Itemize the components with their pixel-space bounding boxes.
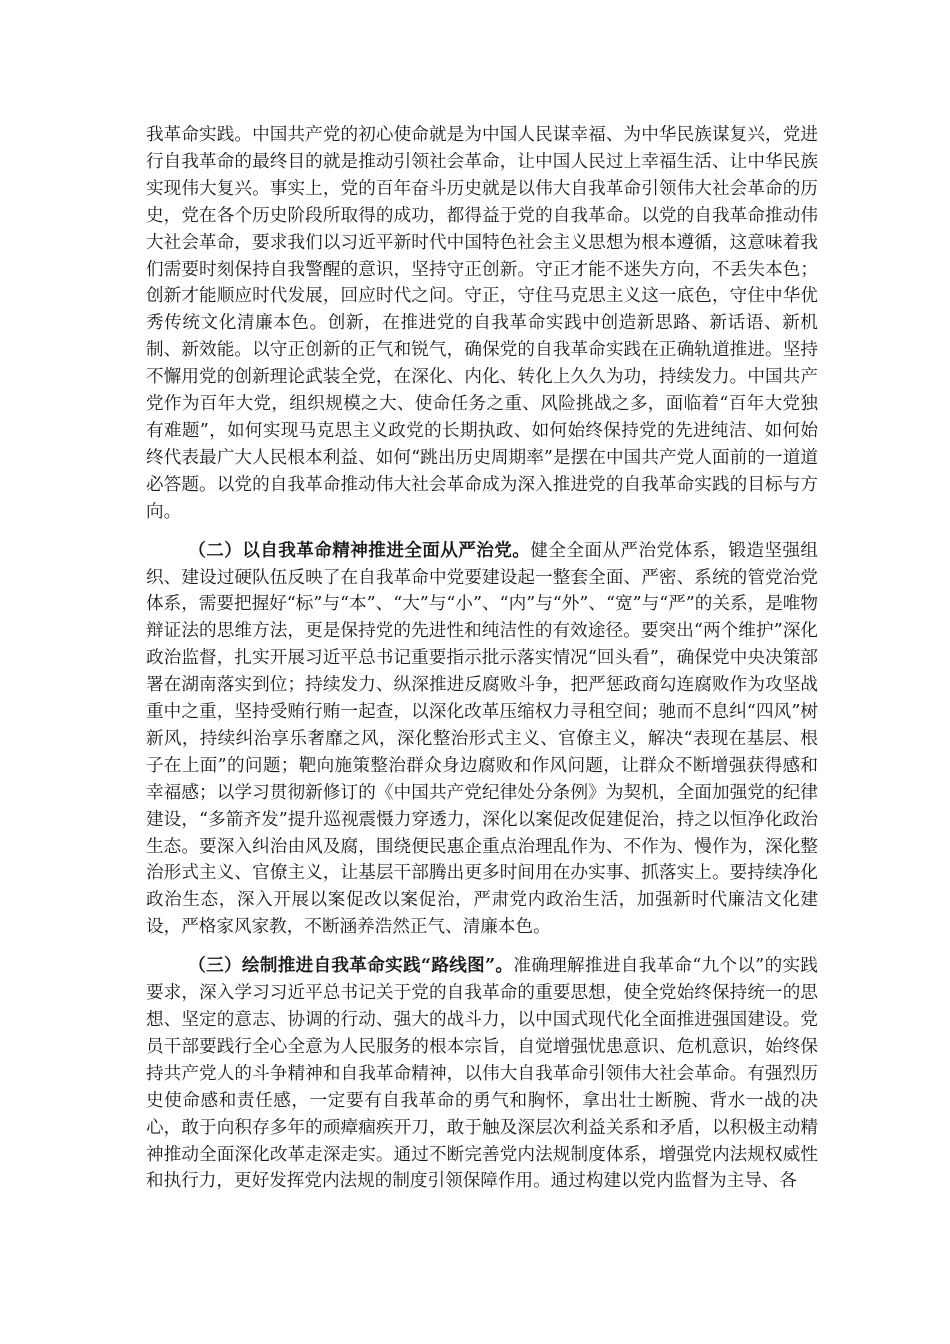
paragraph-section-two <box>146 538 818 942</box>
paragraph-text: 我革命实践。中国共产党的初心使命就是为中国人民谋幸福、为中华民族谋复兴，党进行自我革命的最终目的就是推动引领社会革命，让中国人民过上幸福生活、让中华民族实现伟大复兴。事实上，党的百年奋斗历史就是以伟大自我革命引领伟大社会革命的历史，党在各个历史阶段所取得的成功，都得益于党的自我革命。以党的自我革命推动伟大社会革命，要求我们以习近平新时代中国特色社会主义思想为根本遵循，这意味着我们需要时刻保持自我警醒的意识，坚持守正创新。守正才能不迷失方向，不丢失本色；创新才能顺应时代发展，回应时代之问。守正，守住马克思主义这一底色，守住中华优秀传统文化清廉本色。创新，在推进党的自我革命实践中创造新思路、新话语、新机制、新效能。以守正创新的正气和锐气，确保党的自我革命实践在正确轨道推进。坚持不懈用党的创新理论武装全党，在深化、内化、转化上久久为功，持续发力。中国共产党作为百年大党，组织规模之大、使命任务之重、风险挑战之多，面临着“百年大党独有难题”，如何实现马克思主义政党的长期执政、如何始终保持党的先进纯洁、如何始终代表最广大人民根本利益、如何“跳出历史周期率”是摆在中国共产党人面前的一道道必答题。以党的自我革命推动伟大社会革命成为深入推进党的自我革命实践的目标与方向。 <box>146 125 818 522</box>
section-heading: （三）绘制推进自我革命实践“路线图”。 <box>188 955 514 977</box>
section-heading: （二）以自我革命精神推进全面从严治党。 <box>188 539 531 561</box>
document-body <box>146 122 818 1195</box>
paragraph-section-three <box>146 953 818 1195</box>
paragraph-text: 准确理解推进自我革命“九个以”的实践要求，深入学习习近平总书记关于党的自我革命的重要思想，使全党始终保持统一的思想、坚定的意志、协调的行动、强大的战斗力，以中国式现代化全面推进强国建设。党员干部要践行全心全意为人民服务的根本宗旨，自觉增强忧患意识、危机意识，始终保持共产党人的斗争精神和自我革命精神，以伟大自我革命引领伟大社会革命。有强烈历史使命感和责任感，一定要有自我革命的勇气和胸怀，拿出壮士断腕、背水一战的决心，敢于向积存多年的顽瘴痼疾开刀，敢于触及深层次利益关系和矛盾，以积极主动精神推动全面深化改革走深走实。通过不断完善党内法规制度体系，增强党内法规权威性和执行力，更好发挥党内法规的制度引领保障作用。通过构建以党内监督为主导、各 <box>146 956 818 1192</box>
paragraph-continuation <box>146 122 818 526</box>
paragraph-text: 健全全面从严治党体系，锻造坚强组织、建设过硬队伍反映了在自我革命中党要建设起一整套全面、严密、系统的管党治党体系，需要把握好“标”与“本”、“大”与“小”、“内”与“外”、“宽”与“严”的关系，是唯物辩证法的思维方法，更是保持党的先进性和纯洁性的有效途径。要突出“两个维护”深化政治监督，扎实开展习近平总书记重要指示批示落实情况“回头看”，确保党中央决策部署在湖南落实到位；持续发力、纵深推进反腐败斗争，把严惩政商勾连腐败作为攻坚战重中之重，坚持受贿行贿一起查，以深化改革压缩权力寻租空间；驰而不息纠“四风”树新风，持续纠治享乐奢靡之风，深化整治形式主义、官僚主义，解决“表现在基层、根子在上面”的问题；靶向施策整治群众身边腐败和作风问题，让群众不断增强获得感和幸福感；以学习贯彻新修订的《中国共产党纪律处分条例》为契机，全面加强党的纪律建设，“多箭齐发”提升巡视震慑力穿透力，深化以案促改促建促治，持之以恒净化政治生态。要深入纠治由风及腐，围绕便民惠企重点治理乱作为、不作为、慢作为，深化整治形式主义、官僚主义，让基层干部腾出更多时间用在办实事、抓落实上。要持续净化政治生态，深入开展以案促改以案促治，严肃党内政治生活，加强新时代廉洁文化建设，严格家风家教，不断涵养浩然正气、清廉本色。 <box>146 540 818 938</box>
